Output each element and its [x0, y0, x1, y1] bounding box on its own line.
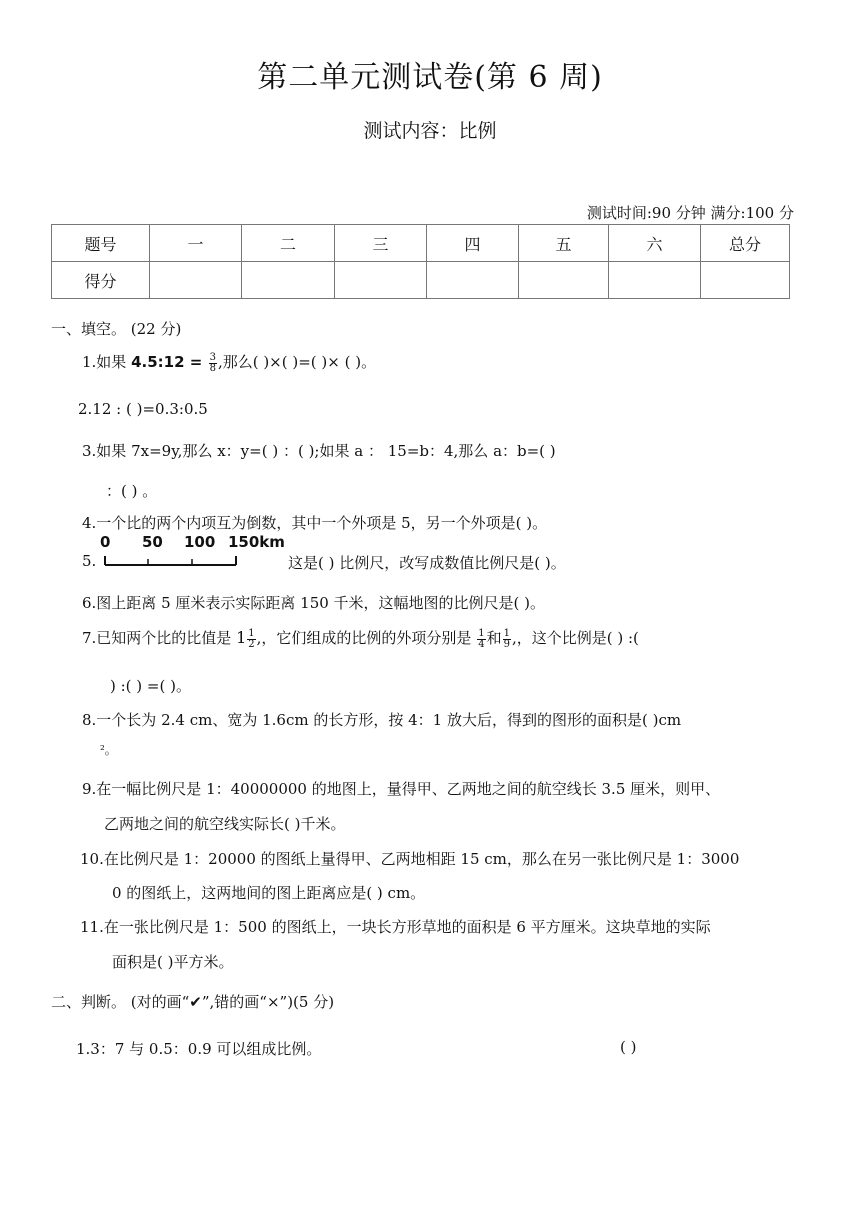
- q7-a-num: 1: [478, 627, 485, 639]
- question-5-number: 5.: [82, 552, 97, 570]
- q1-fraction: [209, 353, 217, 374]
- page-title: 第二单元测试卷(第 6 周): [257, 60, 603, 95]
- score-table-score-row: [52, 262, 790, 299]
- score-header-cell: 四: [427, 225, 519, 262]
- question-1: [82, 351, 376, 374]
- score-input-cell[interactable]: [427, 262, 519, 299]
- question-11-line1: 11.在一张比例尺是 1：500 的图纸上，一块长方形草地的面积是 6 平方厘米。这块草地的实际: [80, 918, 711, 936]
- page-subtitle: 测试内容：比例: [363, 120, 497, 142]
- question-9-line1: 9.在一幅比例尺是 1：40000000 的地图上，量得甲、乙两地之间的航空线长 3.5 厘米，则甲、: [82, 780, 721, 798]
- question-4: 4.一个比的两个内项互为倒数，其中一个外项是 5，另一个外项是( )。: [82, 514, 548, 532]
- q1-prefix: 1.如果: [82, 353, 132, 371]
- question-10-line1: 10.在比例尺是 1：20000 的图纸上量得甲、乙两地相距 15 cm，那么在另一张比例尺是 1：3000: [80, 850, 740, 868]
- score-header-cell: 五: [519, 225, 609, 262]
- score-header-cell: 三: [335, 225, 427, 262]
- question-11-line2: 面积是( )平方米。: [112, 953, 234, 971]
- scale-label: 150km: [228, 533, 285, 551]
- score-table: [51, 224, 790, 299]
- question-9-line2: 乙两地之间的航空线实际长( )千米。: [104, 815, 346, 833]
- q7-prefix: 7.已知两个比的比值是: [82, 629, 237, 647]
- score-input-cell[interactable]: [701, 262, 790, 299]
- q7-b-den: 9: [503, 638, 510, 650]
- q7-mixed-fraction: [247, 629, 255, 650]
- q1-frac-num: 3: [209, 351, 216, 363]
- scale-label: 50: [142, 533, 163, 551]
- q1-frac-den: 8: [209, 362, 216, 374]
- q7-mixed-num: 1: [248, 627, 255, 639]
- section2-heading: 二、判断。 (对的画“✔”,错的画“×”)(5 分): [51, 993, 335, 1011]
- score-table-header-row: [52, 225, 790, 262]
- score-row-label: 得分: [52, 262, 150, 299]
- q7-fraction-b: [503, 629, 511, 650]
- scale-label: 100: [184, 533, 216, 551]
- score-header-cell: 二: [242, 225, 335, 262]
- q1-suffix: ,那么( )×( )=( )× ( )。: [217, 353, 377, 371]
- section1-heading: 一、填空。 (22 分): [51, 320, 182, 338]
- score-input-cell[interactable]: [150, 262, 242, 299]
- question-7-line1: [82, 627, 639, 650]
- question-7-line2: ) :( ) =( )。: [110, 677, 191, 695]
- score-input-cell[interactable]: [519, 262, 609, 299]
- scale-bar-ruler: [100, 553, 286, 569]
- score-header-cell: 总分: [701, 225, 790, 262]
- scale-label: 0: [100, 533, 111, 551]
- judge-answer-blank[interactable]: ( ): [620, 1038, 637, 1056]
- q7-mid: ,，它们组成的比例的外项分别是: [256, 629, 477, 647]
- question-3-line1: 3.如果 7x=9y,那么 x：y=( ) ：( );如果 a ： 15=b：4,那么 a：b=( ): [82, 442, 556, 460]
- score-header-cell: 题号: [52, 225, 150, 262]
- scale-bar: [100, 533, 286, 573]
- q7-b-num: 1: [503, 627, 510, 639]
- q7-and: 和: [486, 629, 502, 647]
- question-10-line2: 0 的图纸上，这两地间的图上距离应是( ) cm。: [112, 884, 426, 902]
- q7-mixed-den: 2: [248, 638, 255, 650]
- score-header-cell: 一: [150, 225, 242, 262]
- q7-fraction-a: [477, 629, 485, 650]
- q7-a-den: 4: [478, 638, 485, 650]
- question-2: 2.12 : ( )=0.3:0.5: [78, 400, 208, 418]
- judge-question-1: 1.3：7 与 0.5：0.9 可以组成比例。: [76, 1040, 322, 1058]
- score-input-cell[interactable]: [242, 262, 335, 299]
- q7-suffix: ,，这个比例是( ) :(: [511, 629, 639, 647]
- exam-meta: 测试时间:90 分钟 满分:100 分: [586, 204, 794, 222]
- q1-ratio: 4.5:12 =: [131, 353, 208, 371]
- question-6: 6.图上距离 5 厘米表示实际距离 150 千米，这幅地图的比例尺是( )。: [82, 594, 546, 612]
- question-5-text: 这是( ) 比例尺，改写成数值比例尺是( )。: [288, 554, 566, 572]
- question-8-line2: ²。: [100, 743, 117, 757]
- score-header-cell: 六: [609, 225, 701, 262]
- score-input-cell[interactable]: [609, 262, 701, 299]
- q7-whole: 1: [236, 628, 247, 647]
- score-input-cell[interactable]: [335, 262, 427, 299]
- question-8-line1: 8.一个长为 2.4 cm、宽为 1.6cm 的长方形，按 4：1 放大后，得到的图形的面积是( )cm: [82, 711, 682, 729]
- question-3-line2: ：( ) 。: [106, 482, 158, 500]
